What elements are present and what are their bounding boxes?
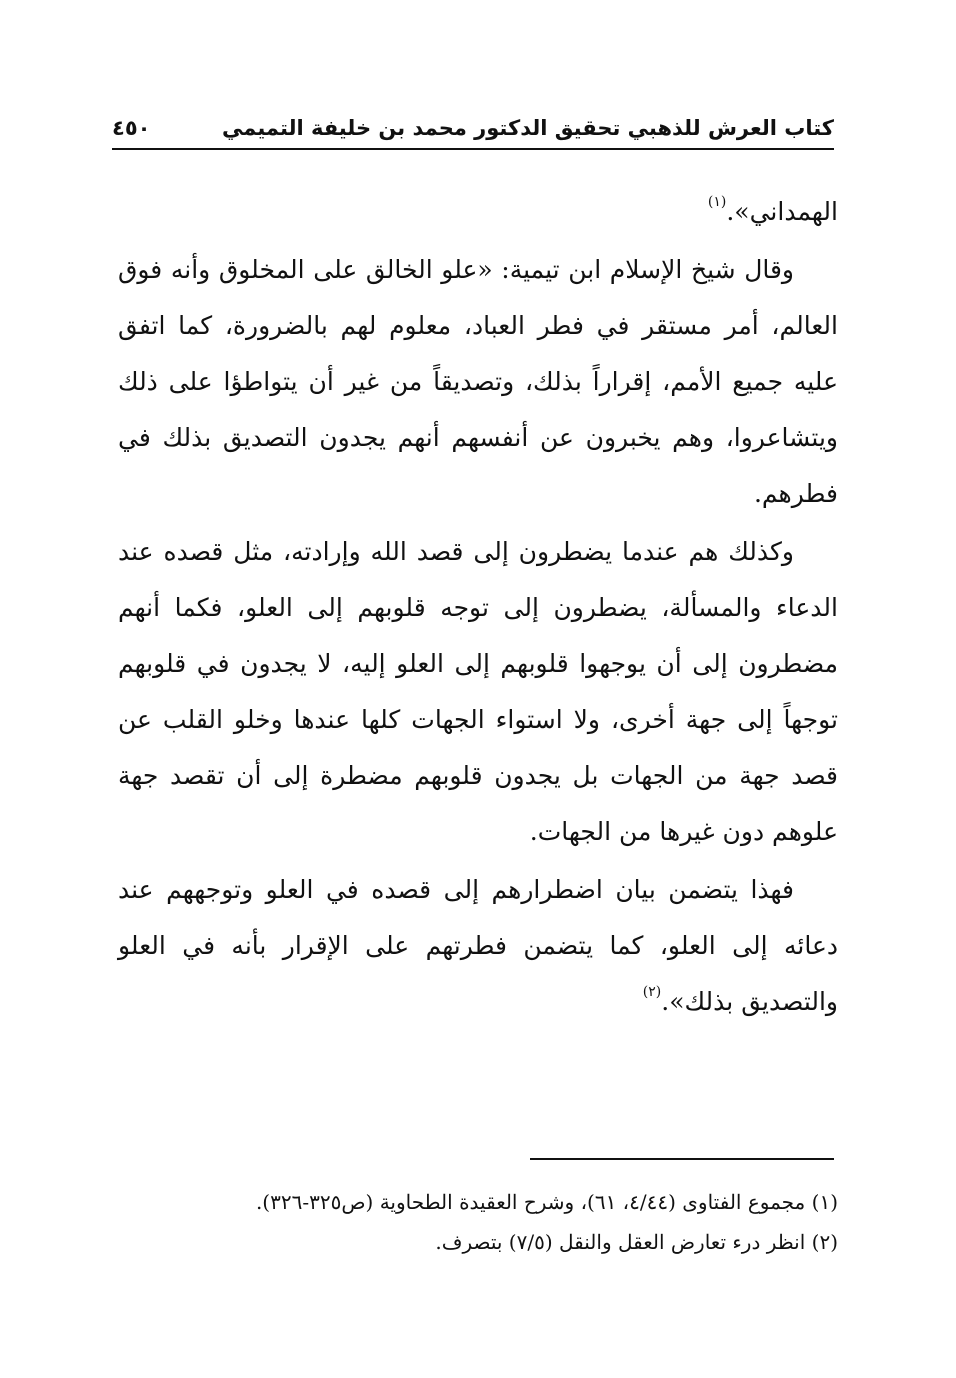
page-number: ٤٥٠ xyxy=(112,116,151,140)
paragraph-1 xyxy=(118,184,838,240)
paragraph-3: وكذلك هم عندما يضطرون إلى قصد الله وإرادته، مثل قصده عند الدعاء والمسألة، يضطرون إلى توجه قلوبهم إلى العلو، فكما أنهم مضطرون إلى أن يوجهوا قلوبهم إلى العلو إليه، لا يجدون في قلوبهم توجهاً إلى جهة أخرى، ولا استواء الجهات كلها عندها وخلو القلب عن قصد جهة من الجهات بل يجدون قلوبهم مضطرة إلى أن تقصد جهة علوهم دون غيرها من الجهات. xyxy=(118,537,838,846)
paragraph-4 xyxy=(118,862,838,1030)
footnotes xyxy=(118,1182,838,1262)
footnote-ref-1: (١) xyxy=(707,194,727,210)
paragraph-2: وقال شيخ الإسلام ابن تيمية: «علو الخالق على المخلوق وأنه فوق العالم، أمر مستقر في فطر العباد، معلوم لهم بالضرورة، كما اتفق عليه جميع الأمم، إقراراً بذلك، وتصديقاً من غير أن يتواطؤا على ذلك ويتشاعروا، وهم يخبرون عن أنفسهم أنهم يجدون التصديق بذلك في فطرهم. xyxy=(118,255,838,508)
footnote-rule xyxy=(530,1158,834,1160)
footnote-ref-2: (٢) xyxy=(642,984,662,1000)
running-header xyxy=(112,108,834,148)
header-rule xyxy=(112,148,834,150)
footnote-2: (٢) انظر درء تعارض العقل والنقل (٧/٥) بتصرف. xyxy=(435,1230,838,1254)
footnote-1: (١) مجموع الفتاوى (٤/٤٤، ٦١)، وشرح العقيدة الطحاوية (ص٣٢٥-٣٢٦). xyxy=(255,1190,838,1214)
main-text xyxy=(118,184,838,1030)
header-title: كتاب العرش للذهبي تحقيق الدكتور محمد بن خليفة التميمي xyxy=(222,116,834,140)
paragraph-4-text: فهذا يتضمن بيان اضطرارهم إلى قصده في العلو وتوجههم عند دعائه إلى العلو، كما يتضمن فطرتهم على الإقرار بأنه في العلو والتصديق بذلك». xyxy=(118,875,838,1016)
paragraph-1-text: الهمداني». xyxy=(726,197,838,226)
